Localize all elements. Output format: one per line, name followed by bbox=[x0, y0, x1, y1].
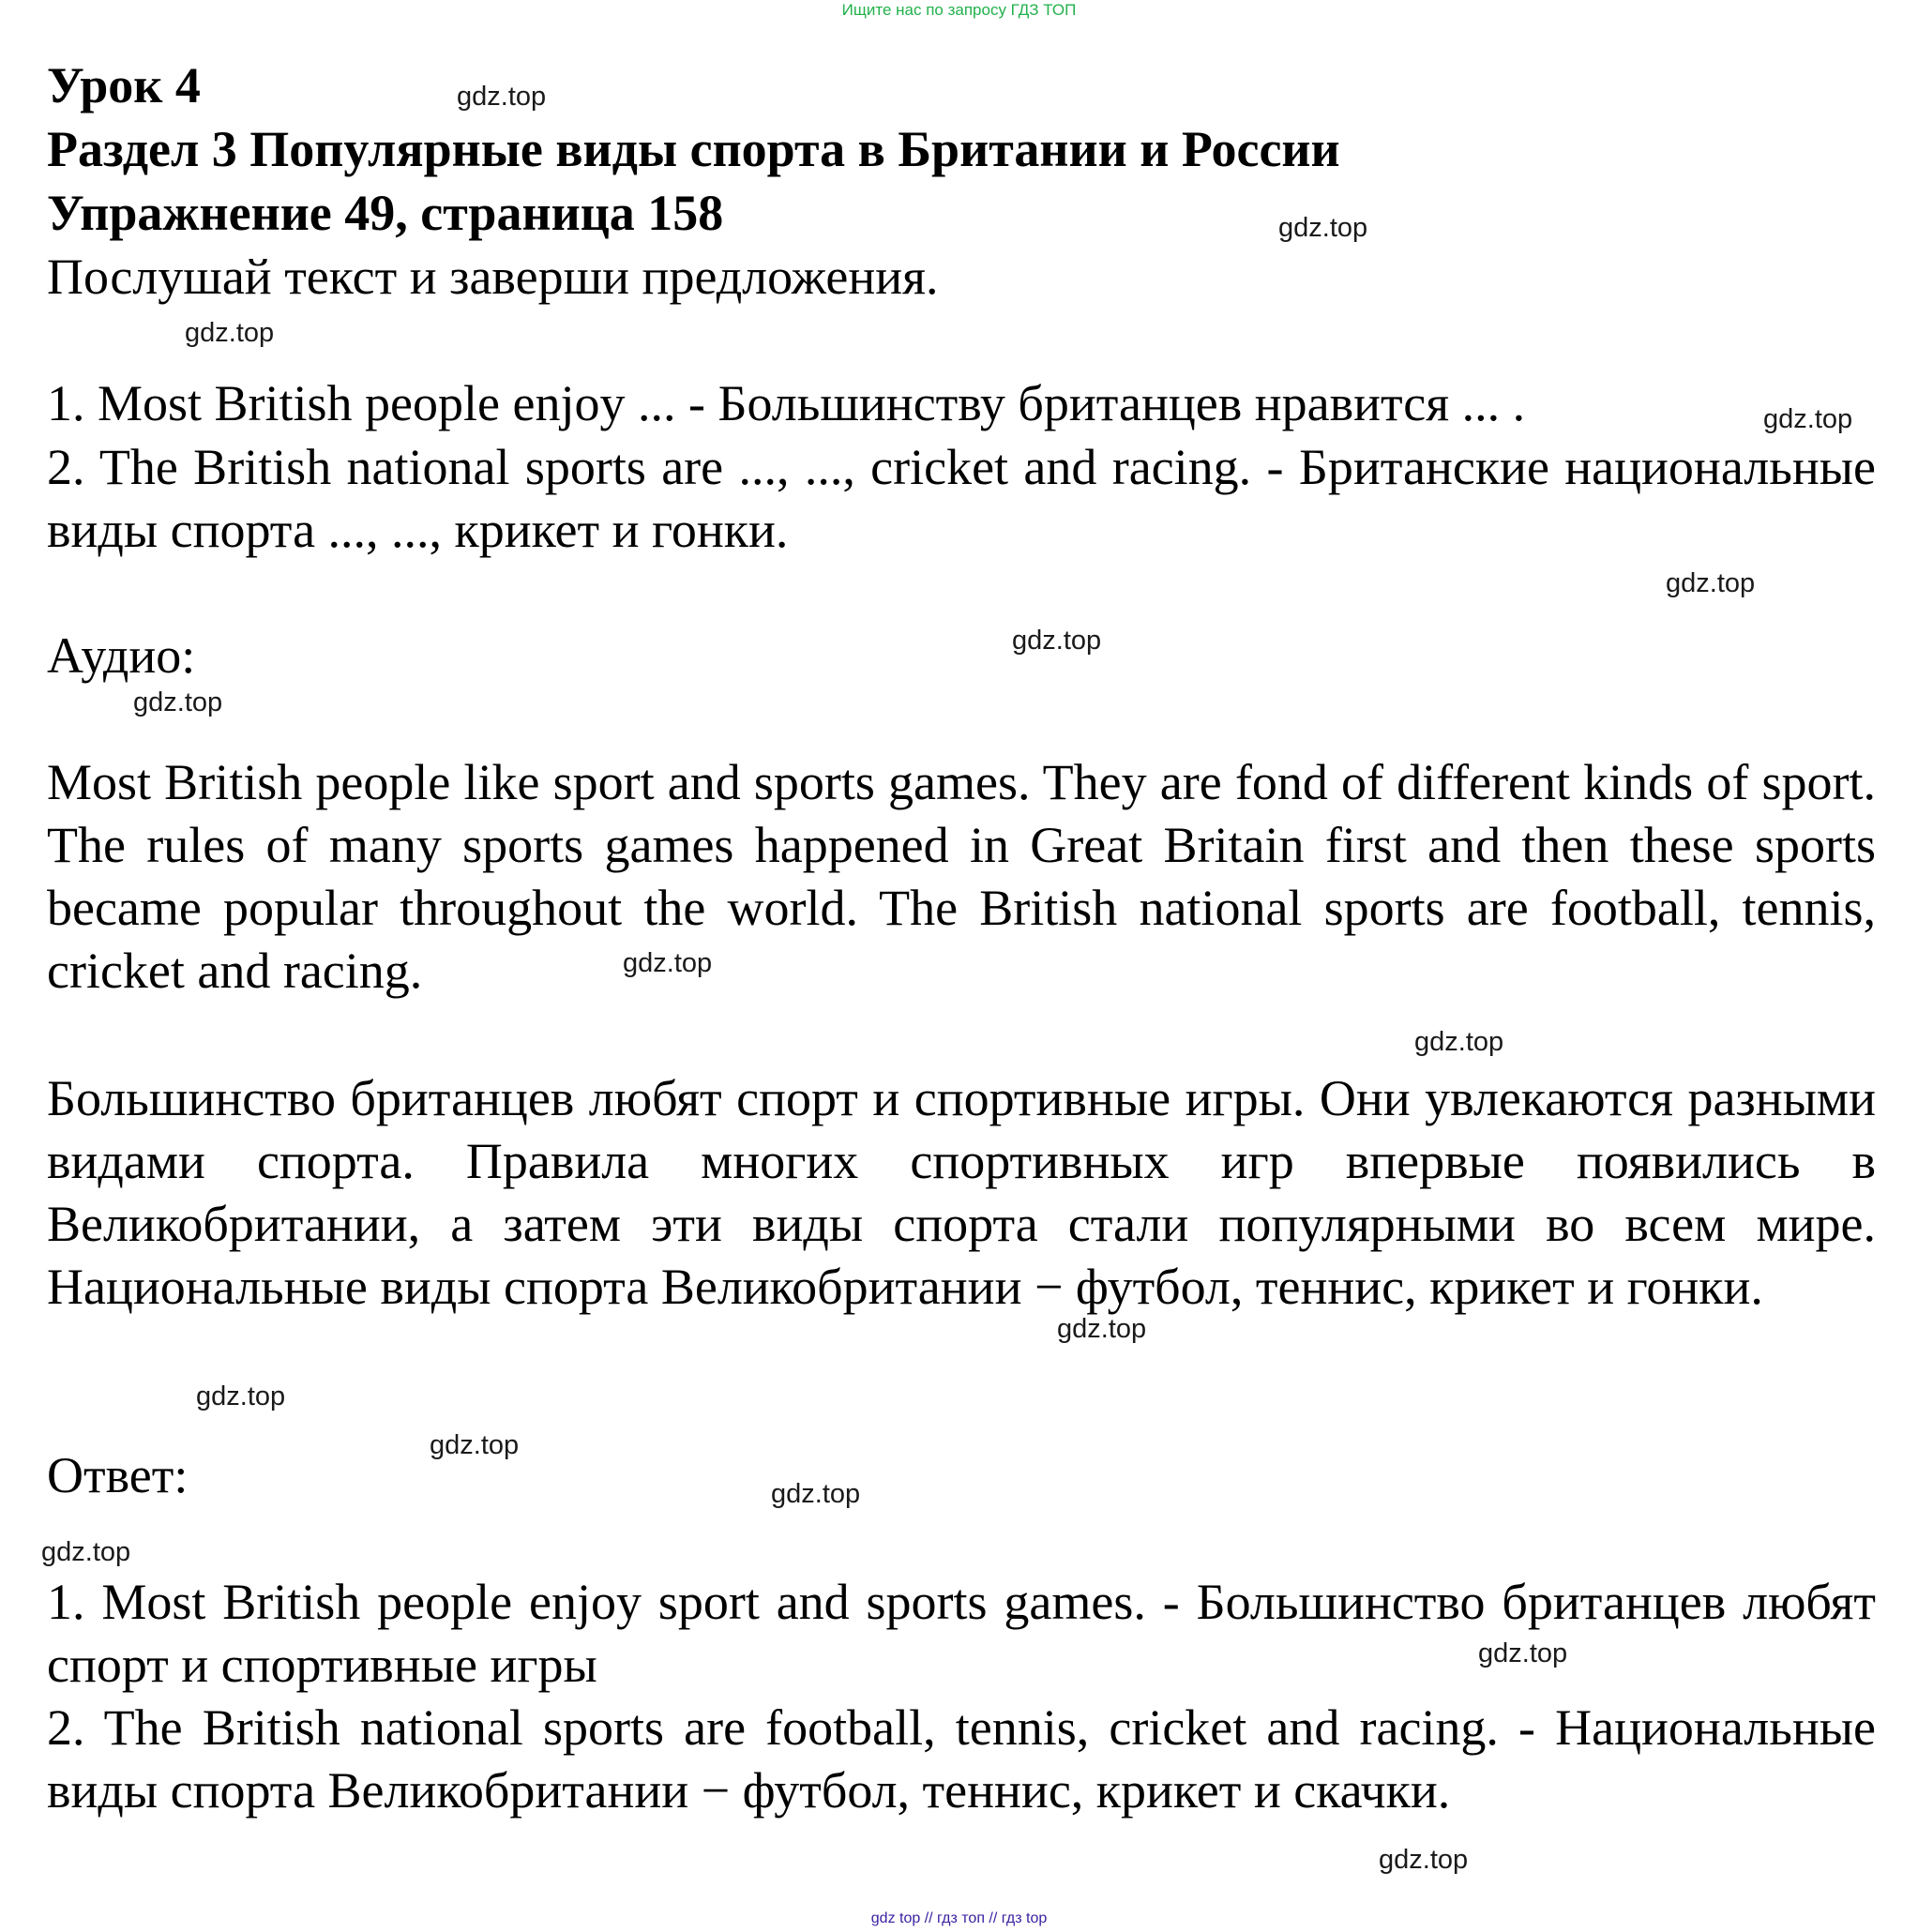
answer-label: Ответ: bbox=[47, 1447, 189, 1503]
lesson-title: Урок 4 bbox=[47, 57, 201, 113]
watermark: gdz.top bbox=[1057, 1314, 1147, 1344]
section-title: Раздел 3 Популярные виды спорта в Британии и России bbox=[47, 121, 1340, 177]
watermark: gdz.top bbox=[196, 1381, 286, 1411]
search-hint-banner: Ищите нас по запросу ГДЗ ТОП bbox=[841, 1, 1077, 19]
audio-label: Аудио: bbox=[47, 627, 196, 684]
exercise-title: Упражнение 49, страница 158 bbox=[47, 185, 724, 241]
answer-item-2: 2. The British national sports are football, tennis, cricket and racing. - Национальные виды спорта Великобритании − футбол, теннис, крикет и скачки. bbox=[47, 1699, 1876, 1819]
watermark: gdz.top bbox=[185, 318, 275, 348]
watermark: gdz.top bbox=[41, 1537, 131, 1567]
answer-item-1: 1. Most British people enjoy sport and sports games. - Большинство британцев любят спорт и спортивные игры bbox=[47, 1574, 1876, 1693]
watermark: gdz.top bbox=[430, 1430, 520, 1460]
watermark: gdz.top bbox=[1763, 404, 1853, 434]
task-item-1: 1. Most British people enjoy ... - Большинству британцев нравится ... . bbox=[47, 375, 1526, 431]
watermark: gdz.top bbox=[1278, 213, 1368, 243]
footer-banner: gdz top // гдз топ // гдз top bbox=[870, 1910, 1048, 1926]
watermark: gdz.top bbox=[1379, 1845, 1469, 1875]
watermark: gdz.top bbox=[133, 687, 223, 717]
watermark: gdz.top bbox=[1666, 568, 1756, 598]
watermark: gdz.top bbox=[771, 1479, 861, 1509]
audio-text-russian: Большинство британцев любят спорт и спортивные игры. Они увлекаются разными видами спорта. Правила многих спортивных игр впервые появились в Великобритании, а затем эти виды спорта стали популярными во всем мире. Национальные виды спорта Великобритании − футбол, теннис, крикет и гонки. bbox=[47, 1070, 1876, 1315]
watermark: gdz.top bbox=[1414, 1027, 1504, 1057]
watermark: gdz.top bbox=[623, 948, 713, 978]
watermark: gdz.top bbox=[457, 82, 547, 112]
task-item-2: 2. The British national sports are ..., ..., cricket and racing. - Британские национальные виды спорта ..., ..., крикет и гонки. bbox=[47, 439, 1876, 558]
watermark: gdz.top bbox=[1012, 626, 1102, 656]
instruction-text: Послушай текст и заверши предложения. bbox=[47, 249, 939, 305]
watermark: gdz.top bbox=[1478, 1638, 1568, 1668]
audio-text-english: Most British people like sport and sports games. They are fond of different kinds of sport. The rules of many sports games happened in Great Britain first and then these sports became popular throughout the world. The British national sports are football, tennis, cricket and racing. bbox=[47, 754, 1876, 999]
